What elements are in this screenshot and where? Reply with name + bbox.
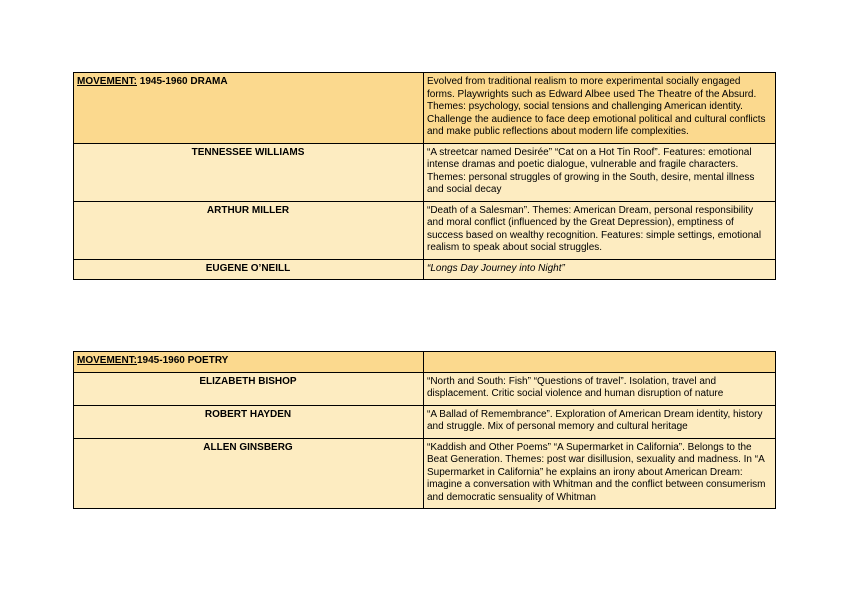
table-row	[74, 438, 776, 509]
author-name: ARTHUR MILLER	[74, 201, 424, 259]
movement-title: 1945-1960 DRAMA	[137, 76, 228, 87]
author-name: ELIZABETH BISHOP	[74, 372, 424, 405]
author-name: ROBERT HAYDEN	[74, 405, 424, 438]
poetry-header-row	[74, 352, 776, 373]
author-name: ALLEN GINSBERG	[74, 438, 424, 509]
author-name: TENNESSEE WILLIAMS	[74, 143, 424, 201]
drama-table	[73, 72, 776, 280]
movement-title: 1945-1960 POETRY	[137, 355, 229, 366]
table-row	[74, 201, 776, 259]
table-row	[74, 259, 776, 280]
table-row	[74, 405, 776, 438]
author-notes: “Kaddish and Other Poems” “A Supermarket in California”. Belongs to the Beat Generation. Themes: post war disillusion, sexuality and madness. In “A Supermarket in California” he explains an irony about American Dream: imagine a conversation with Whitman and the conflict between consumerism and democratic sensuality of Whitman	[424, 438, 776, 509]
author-notes: “A Ballad of Remembrance”. Exploration of American Dream identity, history and struggle. Mix of personal memory and cultural heritage	[424, 405, 776, 438]
author-notes: “A streetcar named Desirée” “Cat on a Hot Tin Roof”. Features: emotional intense dramas and poetic dialogue, vulnerable and fragile characters. Themes: personal struggles of growing in the South, desire, mental illness and social decay	[424, 143, 776, 201]
drama-description: Evolved from traditional realism to more experimental socially engaged forms. Playwrights such as Edward Albee used The Theatre of the Absurd. Themes: psychology, social tensions and challenging American identity. Challenge the audience to face deep emotional political and cultural conflicts and make public reflections about modern life complexities.	[424, 73, 776, 144]
author-notes: “North and South: Fish” “Questions of travel”. Isolation, travel and displacement. Critic social violence and human disruption of nature	[424, 372, 776, 405]
movement-label: MOVEMENT:	[77, 355, 137, 366]
drama-movement-cell	[74, 73, 424, 144]
table-row	[74, 143, 776, 201]
poetry-movement-cell	[74, 352, 424, 373]
table-row	[74, 372, 776, 405]
author-notes: “Longs Day Journey into Night”	[424, 259, 776, 280]
drama-header-row	[74, 73, 776, 144]
movement-label: MOVEMENT:	[77, 76, 137, 87]
author-notes: “Death of a Salesman”. Themes: American Dream, personal responsibility and moral conflict (influenced by the Great Depression), emptiness of success based on wealthy recognition. Features: simple settings, emotional realism to speak about social struggles.	[424, 201, 776, 259]
poetry-table	[73, 351, 776, 509]
author-name: EUGENE O’NEILL	[74, 259, 424, 280]
poetry-description	[424, 352, 776, 373]
